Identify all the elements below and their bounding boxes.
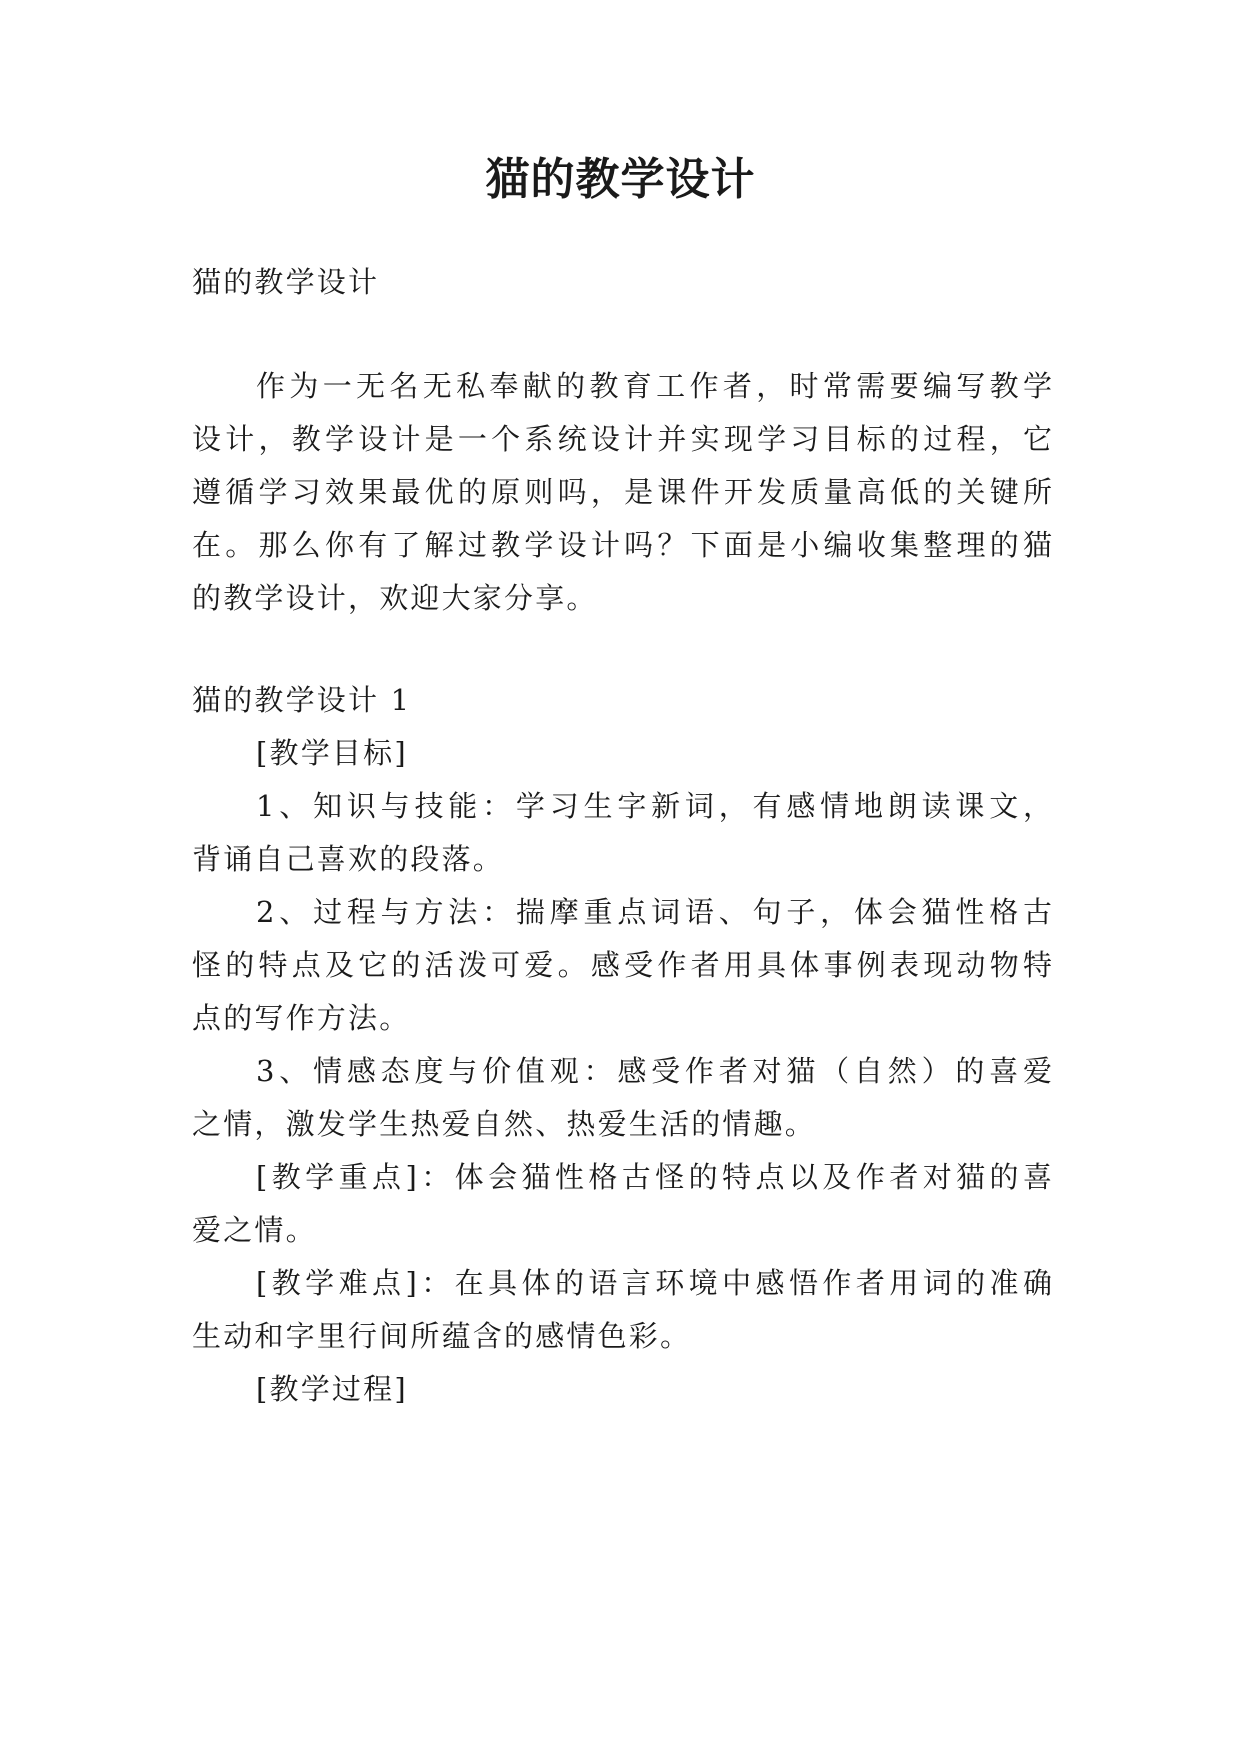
key-point-line: 爱之情。 bbox=[192, 1213, 317, 1247]
difficulty-line: [教学难点]：在具体的语言环境中感悟作者用词的准确 bbox=[256, 1266, 1052, 1300]
goal-line: 点的写作方法。 bbox=[192, 1001, 411, 1035]
goal-line: 1、知识与技能：学习生字新词，有感情地朗读课文， bbox=[256, 789, 1052, 823]
goal-line: 之情，激发学生热爱自然、热爱生活的情趣。 bbox=[192, 1107, 817, 1141]
difficulty-line: 生动和字里行间所蕴含的感情色彩。 bbox=[192, 1319, 692, 1353]
intro-line: 在。那么你有了解过教学设计吗？下面是小编收集整理的猫 bbox=[192, 528, 1052, 562]
section-heading: 猫的教学设计 1 bbox=[192, 683, 412, 717]
goal-line: 怪的特点及它的活泼可爱。感受作者用具体事例表现动物特 bbox=[192, 948, 1052, 982]
intro-line: 作为一无名无私奉献的教育工作者，时常需要编写教学 bbox=[256, 369, 1052, 403]
key-point-line: [教学重点]：体会猫性格古怪的特点以及作者对猫的喜 bbox=[256, 1160, 1052, 1194]
intro-line: 的教学设计，欢迎大家分享。 bbox=[192, 581, 598, 615]
goals-heading: [教学目标] bbox=[256, 736, 408, 770]
process-heading: [教学过程] bbox=[256, 1372, 408, 1406]
document-title: 猫的教学设计 bbox=[485, 154, 756, 205]
goal-line: 3、情感态度与价值观：感受作者对猫（自然）的喜爱 bbox=[256, 1054, 1052, 1088]
document-subtitle: 猫的教学设计 bbox=[192, 265, 380, 299]
goal-line: 背诵自己喜欢的段落。 bbox=[192, 842, 505, 876]
intro-line: 设计，教学设计是一个系统设计并实现学习目标的过程，它 bbox=[192, 422, 1052, 456]
intro-line: 遵循学习效果最优的原则吗，是课件开发质量高低的关键所 bbox=[192, 475, 1052, 509]
goal-line: 2、过程与方法：揣摩重点词语、句子，体会猫性格古 bbox=[256, 895, 1052, 929]
